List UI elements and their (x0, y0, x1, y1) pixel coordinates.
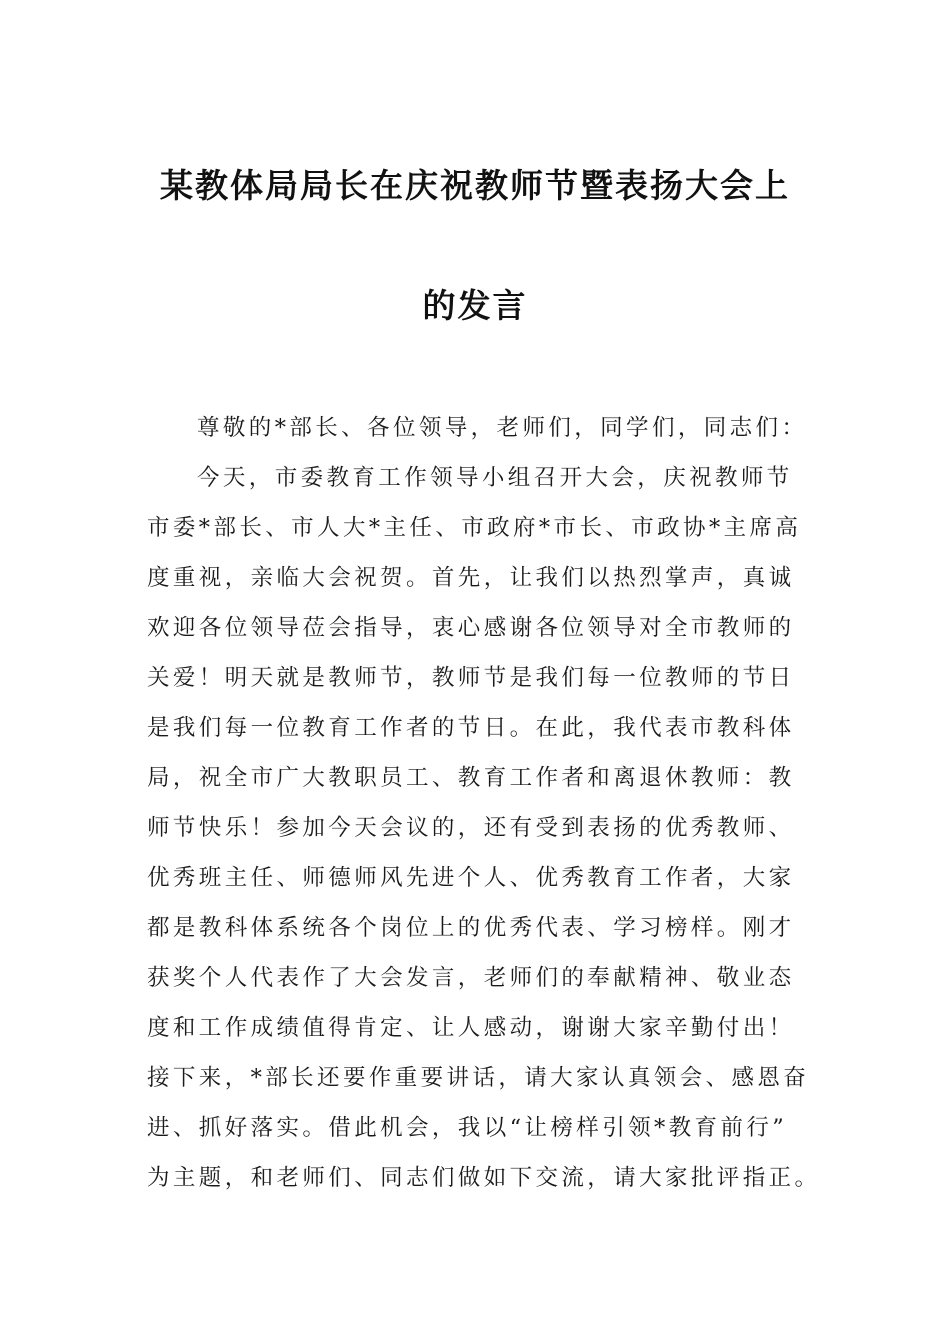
body-line-4: 度重视，亲临大会祝贺。首先，让我们以热烈掌声，真诚 (147, 565, 795, 591)
body-line-8: 局，祝全市广大教职员工、教育工作者和离退休教师：教 (147, 765, 795, 791)
body-line-1: 尊敬的*部长、各位领导，老师们，同学们，同志们： (197, 415, 808, 441)
body-line-7: 是我们每一位教育工作者的节日。在此，我代表市教科体 (147, 715, 795, 741)
body-line-11: 都是教科体系统各个岗位上的优秀代表、学习榜样。刚才 (147, 915, 795, 941)
body-line-16: 为主题，和老师们、同志们做如下交流，请大家批评指正。 (147, 1165, 821, 1191)
body-line-12: 获奖个人代表作了大会发言，老师们的奉献精神、敬业态 (147, 965, 795, 991)
body-line-15: 进、抓好落实。借此机会，我以“让榜样引领*教育前行” (147, 1115, 788, 1141)
body-line-10: 优秀班主任、师德师风先进个人、优秀教育工作者，大家 (147, 865, 795, 891)
document-title-line-1: 某教体局局长在庆祝教师节暨表扬大会上 (160, 166, 790, 205)
body-line-3: 市委*部长、市人大*主任、市政府*市长、市政协*主席高 (147, 515, 802, 541)
body-line-6: 关爱！明天就是教师节，教师节是我们每一位教师的节日 (147, 665, 795, 691)
document-title-line-2: 的发言 (422, 286, 528, 325)
body-line-2: 今天，市委教育工作领导小组召开大会，庆祝教师节 (197, 465, 793, 491)
body-line-13: 度和工作成绩值得肯定、让人感动，谢谢大家辛勤付出！ (147, 1015, 795, 1041)
body-line-9: 师节快乐！参加今天会议的，还有受到表扬的优秀教师、 (147, 815, 795, 841)
body-line-14: 接下来，*部长还要作重要讲话，请大家认真领会、感恩奋 (147, 1065, 810, 1091)
body-line-5: 欢迎各位领导莅会指导，衷心感谢各位领导对全市教师的 (147, 615, 795, 641)
